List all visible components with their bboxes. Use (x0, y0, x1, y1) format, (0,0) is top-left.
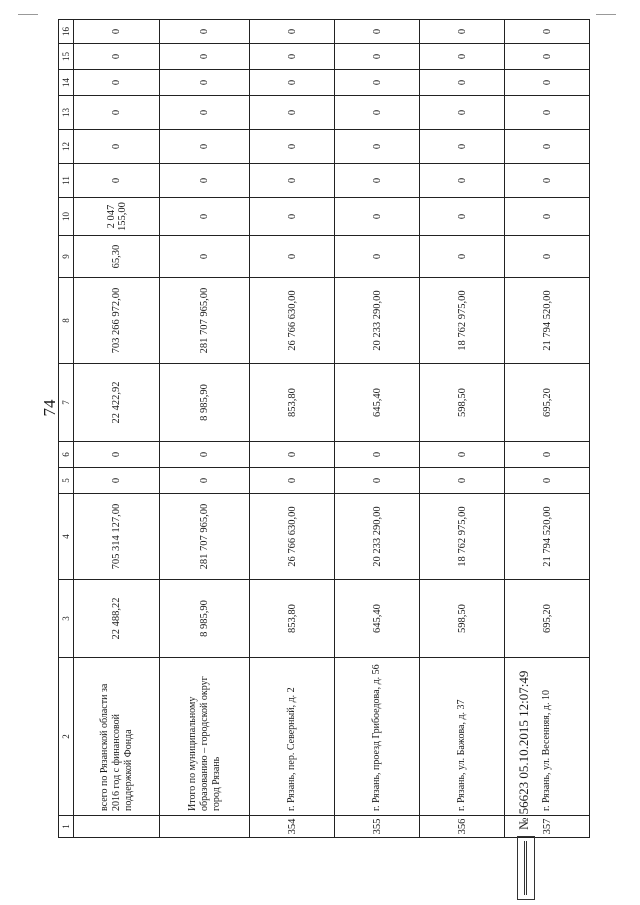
value-cell: 0 (335, 164, 420, 198)
table-row (74, 20, 160, 838)
row-index-cell (74, 816, 160, 838)
value-cell: 0 (505, 198, 590, 236)
stamp-text: № 56623 05.10.2015 12:07:49 (516, 670, 531, 830)
row-name-cell: Итого по муниципальному образованию – городской округ город Рязань (160, 658, 250, 816)
column-number: 13 (59, 96, 74, 130)
value-cell: 0 (505, 20, 590, 44)
value-cell: 22 488,22 (74, 580, 160, 658)
value-cell: 0 (335, 20, 420, 44)
column-number-row (59, 20, 74, 838)
data-table-rotated (58, 20, 576, 838)
value-cell: 0 (420, 198, 505, 236)
value-cell: 0 (250, 96, 335, 130)
value-cell: 0 (505, 70, 590, 96)
value-cell: 0 (250, 164, 335, 198)
value-cell: 0 (335, 44, 420, 70)
column-number: 8 (59, 278, 74, 364)
value-cell: 21 794 520,00 (505, 278, 590, 364)
table-row (420, 20, 505, 838)
row-name-cell: г. Рязань, проезд Грибоедова, д. 56 (335, 658, 420, 816)
value-cell: 0 (160, 198, 250, 236)
value-cell: 0 (335, 96, 420, 130)
value-cell: 20 233 290,00 (335, 278, 420, 364)
value-cell: 598,50 (420, 364, 505, 442)
value-cell: 0 (420, 20, 505, 44)
value-cell: 0 (74, 20, 160, 44)
value-cell: 0 (420, 442, 505, 468)
value-cell: 0 (74, 442, 160, 468)
value-cell: 0 (250, 130, 335, 164)
column-number: 16 (59, 20, 74, 44)
value-cell: 0 (74, 96, 160, 130)
value-cell: 0 (160, 130, 250, 164)
value-cell: 645,40 (335, 364, 420, 442)
value-cell: 21 794 520,00 (505, 494, 590, 580)
value-cell: 20 233 290,00 (335, 494, 420, 580)
value-cell: 0 (505, 130, 590, 164)
value-cell: 0 (250, 20, 335, 44)
column-number: 11 (59, 164, 74, 198)
table-row (335, 20, 420, 838)
value-cell: 598,50 (420, 580, 505, 658)
table-row (250, 20, 335, 838)
value-cell: 645,40 (335, 580, 420, 658)
value-cell: 0 (505, 442, 590, 468)
value-cell: 0 (160, 468, 250, 494)
value-cell: 26 766 630,00 (250, 494, 335, 580)
value-cell: 0 (420, 70, 505, 96)
value-cell: 0 (335, 198, 420, 236)
value-cell: 0 (420, 130, 505, 164)
value-cell: 0 (505, 96, 590, 130)
value-cell: 0 (505, 44, 590, 70)
data-table (58, 19, 590, 838)
value-cell: 2 047 155,00 (74, 198, 160, 236)
value-cell: 0 (420, 164, 505, 198)
column-number: 5 (59, 468, 74, 494)
value-cell: 695,20 (505, 580, 590, 658)
value-cell: 8 985,90 (160, 364, 250, 442)
value-cell: 0 (250, 236, 335, 278)
value-cell: 853,80 (250, 580, 335, 658)
value-cell: 8 985,90 (160, 580, 250, 658)
value-cell: 0 (160, 70, 250, 96)
column-number: 4 (59, 494, 74, 580)
value-cell: 0 (420, 468, 505, 494)
registration-stamp (512, 640, 538, 900)
value-cell: 0 (505, 468, 590, 494)
value-cell: 0 (335, 236, 420, 278)
value-cell: 18 762 975,00 (420, 494, 505, 580)
value-cell: 703 266 972,00 (74, 278, 160, 364)
value-cell: 0 (505, 164, 590, 198)
row-index-cell: 355 (335, 816, 420, 838)
value-cell: 0 (250, 198, 335, 236)
value-cell: 0 (160, 96, 250, 130)
value-cell: 0 (160, 164, 250, 198)
value-cell: 22 422,92 (74, 364, 160, 442)
corner-mark (18, 14, 38, 15)
value-cell: 0 (160, 442, 250, 468)
column-number: 14 (59, 70, 74, 96)
table-row (160, 20, 250, 838)
value-cell: 0 (250, 70, 335, 96)
value-cell: 65,30 (74, 236, 160, 278)
column-number: 10 (59, 198, 74, 236)
value-cell: 0 (74, 70, 160, 96)
page-number: 74 (40, 399, 59, 417)
row-name-cell: всего по Рязанской области за 2016 год с финансовой поддержкой Фонда (74, 658, 160, 816)
row-name-cell: г. Рязань, ул. Весенняя, д. 10 (505, 658, 590, 816)
value-cell: 0 (74, 164, 160, 198)
value-cell: 0 (335, 442, 420, 468)
value-cell: 0 (160, 44, 250, 70)
row-name-cell: г. Рязань, ул. Бажова, д. 37 (420, 658, 505, 816)
value-cell: 0 (420, 44, 505, 70)
value-cell: 695,20 (505, 364, 590, 442)
value-cell: 0 (505, 236, 590, 278)
stamp-seal-icon (517, 836, 535, 900)
value-cell: 0 (74, 468, 160, 494)
value-cell: 281 707 965,00 (160, 278, 250, 364)
column-number: 2 (59, 658, 74, 816)
value-cell: 0 (420, 236, 505, 278)
value-cell: 0 (335, 468, 420, 494)
value-cell: 281 707 965,00 (160, 494, 250, 580)
column-number: 7 (59, 364, 74, 442)
value-cell: 0 (160, 20, 250, 44)
value-cell: 0 (250, 468, 335, 494)
row-index-cell (160, 816, 250, 838)
column-number: 3 (59, 580, 74, 658)
row-index-cell: 356 (420, 816, 505, 838)
column-number: 6 (59, 442, 74, 468)
value-cell: 0 (335, 70, 420, 96)
value-cell: 18 762 975,00 (420, 278, 505, 364)
column-number: 1 (59, 816, 74, 838)
value-cell: 0 (74, 130, 160, 164)
row-index-cell: 357 (505, 816, 590, 838)
value-cell: 0 (160, 236, 250, 278)
corner-mark (596, 14, 616, 15)
column-number: 12 (59, 130, 74, 164)
row-name-cell: г. Рязань, пер. Северный, д. 2 (250, 658, 335, 816)
value-cell: 0 (420, 96, 505, 130)
value-cell: 705 314 127,00 (74, 494, 160, 580)
column-number: 9 (59, 236, 74, 278)
column-number: 15 (59, 44, 74, 70)
value-cell: 26 766 630,00 (250, 278, 335, 364)
row-index-cell: 354 (250, 816, 335, 838)
value-cell: 0 (250, 442, 335, 468)
value-cell: 0 (74, 44, 160, 70)
value-cell: 0 (335, 130, 420, 164)
value-cell: 853,80 (250, 364, 335, 442)
value-cell: 0 (250, 44, 335, 70)
